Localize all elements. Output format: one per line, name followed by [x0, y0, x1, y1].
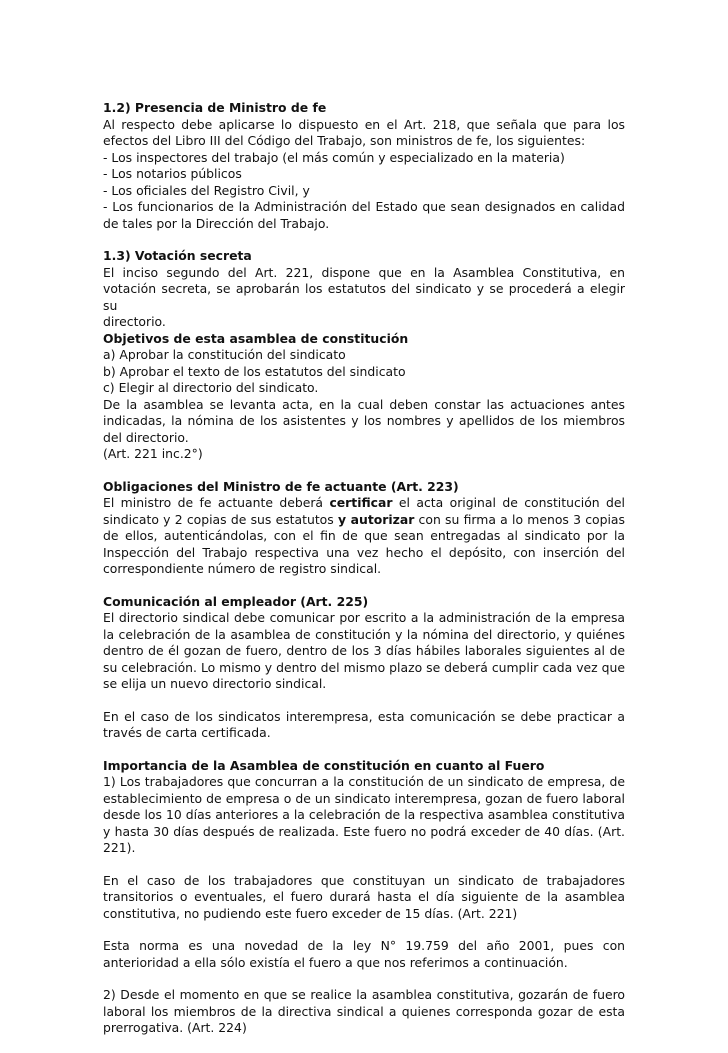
text-line: 1) Los trabajadores que concurran a la constitución de un sindicato de empresa, de — [103, 774, 625, 789]
section-heading: 1.3) Votación secreta — [103, 248, 252, 263]
section-heading: Obligaciones del Ministro de fe actuante (Art. 223) — [103, 478, 459, 494]
text-segment: con su firma a lo menos 3 copias — [414, 511, 625, 527]
paragraph — [103, 709, 625, 742]
text-line: En el caso de los sindicatos interempresa, esta comunicación se debe practicar a — [103, 708, 625, 724]
text-line: transitorios o eventuales, el fuero durará hasta el día siguiente de la asamblea — [103, 889, 625, 904]
text-line: su celebración. Lo mismo y dentro del mismo plazo se deberá cumplir cada vez que — [103, 659, 625, 675]
text-line: correspondiente número de registro sindical. — [103, 561, 382, 576]
text-line: Esta norma es una novedad de la ley N° 19.759 del año 2001, pues con — [103, 938, 625, 953]
text-line: laboral los miembros de la directiva sindical a quienes corresponda gozar de esta — [103, 1003, 625, 1019]
text-line: - Los inspectores del trabajo (el más común y especializado en la materia) — [103, 149, 565, 165]
section-heading: Comunicación al empleador (Art. 225) — [103, 593, 369, 609]
text-line: directorio. — [103, 314, 166, 329]
text-line: c) Elegir al directorio del sindicato. — [103, 380, 319, 395]
text-line: anterioridad a ella sólo existía el fuero a que nos referimos a continuación. — [103, 954, 568, 970]
text-line: 2) Desde el momento en que se realice la asamblea constitutiva, gozarán de fuero — [103, 987, 625, 1002]
text-line: - Los notarios públicos — [103, 166, 242, 181]
emphasis-text: certificar — [329, 495, 393, 510]
text-line: a) Aprobar la constitución del sindicato — [103, 347, 346, 362]
text-line — [103, 512, 625, 529]
paragraph — [103, 248, 625, 463]
text-line: través de carta certificada. — [103, 725, 271, 740]
paragraph — [103, 594, 625, 693]
paragraph — [103, 938, 625, 971]
text-line: la celebración de la asamblea de constitución y la nómina del directorio, y quiénes — [103, 626, 625, 642]
text-line: - Los oficiales del Registro Civil, y — [103, 182, 310, 198]
paragraph — [103, 873, 625, 923]
emphasis-text: y autorizar — [337, 511, 415, 527]
paragraph — [103, 100, 625, 232]
text-line: 221). — [103, 840, 136, 855]
paragraph — [103, 987, 625, 1037]
text-line: De la asamblea se levanta acta, en la cual deben constar las actuaciones antes — [103, 396, 625, 412]
text-line: dentro de él gozan de fuero, dentro de los 3 días hábiles laborales siguientes al de — [103, 643, 625, 658]
section-heading: Importancia de la Asamblea de constitución en cuanto al Fuero — [103, 757, 545, 773]
text-line: - Los funcionarios de la Administración del Estado que sean designados en calidad — [103, 199, 625, 214]
text-line: de ellos, autenticándolas, con el fin de que sean entregadas al sindicato por la — [103, 528, 625, 543]
text-line: desde los 10 días anteriores a la celebración de la respectiva asamblea constitutiva — [103, 807, 625, 822]
text-line: b) Aprobar el texto de los estatutos del sindicato — [103, 363, 406, 379]
text-line: En el caso de los trabajadores que constituyan un sindicato de trabajadores — [103, 872, 625, 888]
text-line: El inciso segundo del Art. 221, dispone que en la Asamblea Constitutiva, en — [103, 264, 625, 280]
text-segment: sindicato y 2 copias de sus estatutos — [103, 511, 338, 527]
text-line: (Art. 221 inc.2°) — [103, 446, 203, 461]
section-heading: 1.2) Presencia de Ministro de fe — [103, 100, 327, 115]
section-heading: Objetivos de esta asamblea de constitución — [103, 330, 409, 346]
document-page — [103, 100, 625, 1053]
text-line: prerrogativa. (Art. 224) — [103, 1020, 247, 1035]
text-line: constitutiva, no pudiendo este fuero exceder de 15 días. (Art. 221) — [103, 905, 518, 921]
text-line: del directorio. — [103, 429, 189, 445]
text-line: Al respecto debe aplicarse lo dispuesto en el Art. 218, que señala que para los — [103, 116, 625, 132]
paragraph — [103, 479, 625, 578]
text-line: efectos del Libro III del Código del Trabajo, son ministros de fe, los siguientes: — [103, 133, 586, 148]
text-line: indicadas, la nómina de los asistentes y los nombres y apellidos de los miembros — [103, 413, 625, 428]
text-line: se elija un nuevo directorio sindical. — [103, 676, 327, 691]
text-segment: el acta original de constitución del — [392, 495, 625, 510]
text-line — [103, 495, 625, 512]
paragraph — [103, 758, 625, 857]
text-line: de tales por la Dirección del Trabajo. — [103, 215, 330, 231]
text-line: establecimiento de empresa o de un sindicato interempresa, gozan de fuero laboral — [103, 790, 625, 806]
text-line: El directorio sindical debe comunicar por escrito a la administración de la empresa — [103, 610, 625, 625]
text-line: votación secreta, se aprobarán los estatutos del sindicato y se procederá a elegir su — [103, 281, 625, 313]
text-segment: El ministro de fe actuante deberá — [103, 495, 330, 510]
text-line: y hasta 30 días después de realizada. Este fuero no podrá exceder de 40 días. (Art. — [103, 823, 625, 839]
text-line: Inspección del Trabajo respectiva una vez hecho el depósito, con inserción del — [103, 544, 625, 560]
